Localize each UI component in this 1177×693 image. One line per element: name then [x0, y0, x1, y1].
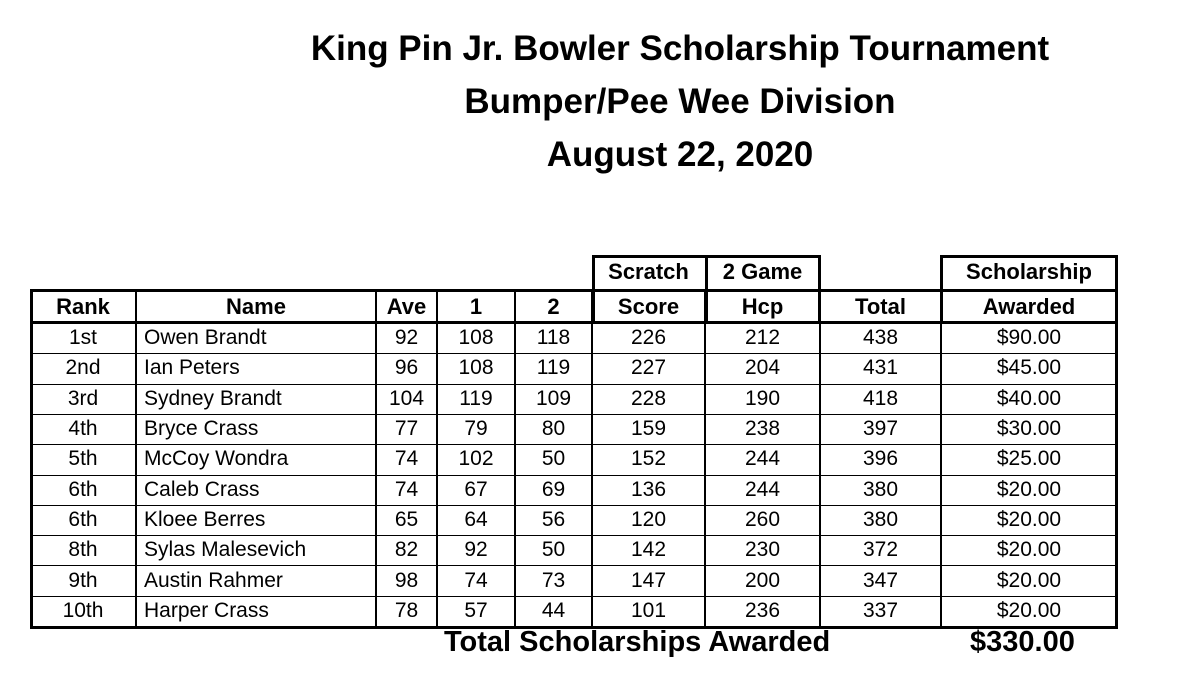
- cell-scratch: 228: [630, 386, 667, 410]
- cell-hcp: 244: [744, 477, 781, 501]
- column-line: [436, 289, 438, 628]
- cell-total: 337: [862, 598, 899, 622]
- cell-g1: 67: [464, 477, 488, 501]
- row-divider: [30, 596, 1117, 597]
- row-divider: [30, 414, 1117, 415]
- cell-ave: 96: [394, 356, 419, 380]
- cell-g1: 108: [458, 326, 494, 350]
- cell-hcp: 200: [744, 568, 781, 592]
- title-line-1: King Pin Jr. Bowler Scholarship Tournament: [310, 29, 1050, 68]
- cell-name: Harper Crass: [144, 598, 269, 622]
- cell-award: $20.00: [996, 507, 1062, 531]
- cell-g1: 74: [464, 568, 488, 592]
- cell-g2: 109: [535, 386, 572, 410]
- cell-award: $20.00: [996, 598, 1062, 622]
- header-row-bottom-border: [30, 321, 1118, 324]
- cell-total: 347: [862, 568, 899, 592]
- cell-hcp: 212: [744, 326, 781, 350]
- cell-award: $45.00: [996, 356, 1062, 380]
- cell-name: Kloee Berres: [144, 507, 266, 531]
- cell-scratch: 226: [630, 326, 667, 350]
- header-name: Name: [226, 293, 286, 319]
- cell-hcp: 236: [744, 598, 781, 622]
- row-divider: [30, 565, 1117, 566]
- row-divider: [30, 475, 1117, 476]
- title-line-3: August 22, 2020: [546, 135, 814, 174]
- cell-award: $30.00: [996, 417, 1062, 441]
- cell-ave: 74: [394, 477, 419, 501]
- column-line: [940, 289, 942, 628]
- row-divider: [30, 444, 1117, 445]
- cell-g2: 73: [541, 568, 566, 592]
- cell-g1: 57: [464, 598, 488, 622]
- cell-g2: 69: [541, 477, 566, 501]
- column-line: [135, 289, 137, 628]
- cell-scratch: 120: [630, 507, 667, 531]
- cell-g2: 80: [541, 417, 566, 441]
- cell-award: $90.00: [996, 326, 1062, 350]
- cell-rank: 8th: [68, 538, 98, 562]
- cell-g1: 79: [464, 417, 488, 441]
- cell-rank: 6th: [68, 507, 98, 531]
- column-line: [1115, 289, 1118, 628]
- cell-total: 418: [862, 386, 899, 410]
- cell-name: Sylas Malesevich: [144, 538, 307, 562]
- cell-g1: 119: [459, 386, 493, 410]
- cell-g2: 119: [536, 356, 571, 380]
- header-hcp-top: 2 Game: [722, 259, 803, 284]
- header-award-top: Scholarship: [966, 259, 1092, 284]
- header-scratch-top: Scratch: [608, 259, 689, 284]
- row-divider: [30, 505, 1117, 506]
- cell-rank: 10th: [62, 598, 104, 622]
- cell-scratch: 142: [630, 538, 667, 562]
- cell-g2: 50: [541, 538, 566, 562]
- cell-name: Austin Rahmer: [144, 568, 283, 592]
- cell-total: 380: [862, 477, 899, 501]
- cell-g1: 92: [464, 538, 488, 562]
- cell-ave: 65: [394, 507, 419, 531]
- cell-rank: 2nd: [65, 356, 101, 380]
- header-game-2: 2: [547, 293, 560, 319]
- cell-hcp: 244: [744, 447, 781, 471]
- cell-rank: 4th: [68, 417, 98, 441]
- report-title: [180, 22, 1177, 181]
- column-line: [704, 289, 706, 628]
- column-line: [591, 289, 593, 628]
- header-top-border: [941, 255, 1117, 258]
- cell-g1: 64: [464, 507, 488, 531]
- cell-scratch: 159: [630, 417, 667, 441]
- cell-ave: 104: [388, 386, 425, 410]
- header-award-bottom: Awarded: [982, 293, 1076, 319]
- total-scholarships-label: Total Scholarships Awarded: [444, 626, 831, 658]
- total-scholarships-value: $330.00: [970, 626, 1075, 658]
- cell-ave: 92: [394, 326, 419, 350]
- cell-name: McCoy Wondra: [144, 447, 289, 471]
- cell-scratch: 152: [630, 447, 667, 471]
- cell-rank: 1st: [68, 326, 97, 350]
- header-rank: Rank: [56, 293, 110, 319]
- cell-scratch: 136: [630, 477, 667, 501]
- cell-total: 438: [862, 326, 899, 350]
- cell-name: Owen Brandt: [144, 326, 267, 350]
- cell-hcp: 190: [744, 386, 781, 410]
- cell-award: $40.00: [996, 386, 1062, 410]
- column-line: [514, 289, 516, 628]
- cell-g2: 56: [541, 507, 566, 531]
- column-line: [819, 289, 821, 628]
- cell-total: 397: [862, 417, 899, 441]
- cell-award: $20.00: [996, 568, 1062, 592]
- cell-ave: 82: [394, 538, 419, 562]
- header-scratch-bottom: Score: [617, 293, 680, 319]
- cell-rank: 5th: [68, 447, 98, 471]
- cell-g2: 118: [536, 326, 571, 350]
- cell-total: 431: [862, 356, 899, 380]
- row-divider: [30, 353, 1117, 354]
- header-game-1: 1: [469, 293, 483, 319]
- cell-rank: 6th: [68, 477, 98, 501]
- cell-ave: 98: [394, 568, 419, 592]
- cell-g2: 44: [541, 598, 566, 622]
- cell-hcp: 260: [744, 507, 781, 531]
- row-divider: [30, 384, 1117, 385]
- cell-ave: 78: [394, 598, 419, 622]
- cell-scratch: 227: [630, 356, 667, 380]
- column-line: [30, 289, 33, 628]
- cell-scratch: 101: [630, 598, 667, 622]
- cell-name: Sydney Brandt: [144, 386, 282, 410]
- cell-total: 396: [862, 447, 899, 471]
- cell-hcp: 204: [744, 356, 781, 380]
- cell-name: Ian Peters: [144, 356, 240, 380]
- cell-ave: 74: [394, 447, 419, 471]
- cell-rank: 9th: [68, 568, 98, 592]
- row-divider: [30, 535, 1117, 536]
- cell-hcp: 230: [744, 538, 781, 562]
- cell-rank: 3rd: [67, 386, 99, 410]
- cell-name: Caleb Crass: [144, 477, 260, 501]
- header-total: Total: [855, 293, 906, 319]
- header-row-top-border: [30, 289, 1118, 292]
- cell-total: 372: [862, 538, 899, 562]
- cell-g2: 50: [541, 447, 566, 471]
- header-hcp-bottom: Hcp: [741, 293, 784, 319]
- cell-g1: 108: [458, 356, 494, 380]
- column-line: [375, 289, 377, 628]
- title-line-2: Bumper/Pee Wee Division: [464, 82, 896, 121]
- cell-name: Bryce Crass: [144, 417, 259, 441]
- cell-scratch: 147: [630, 568, 667, 592]
- cell-award: $20.00: [996, 477, 1062, 501]
- cell-g1: 102: [458, 447, 494, 471]
- cell-award: $25.00: [996, 447, 1062, 471]
- cell-ave: 77: [394, 417, 419, 441]
- cell-award: $20.00: [996, 538, 1062, 562]
- cell-total: 380: [862, 507, 899, 531]
- cell-hcp: 238: [744, 417, 781, 441]
- header-ave: Ave: [386, 293, 427, 319]
